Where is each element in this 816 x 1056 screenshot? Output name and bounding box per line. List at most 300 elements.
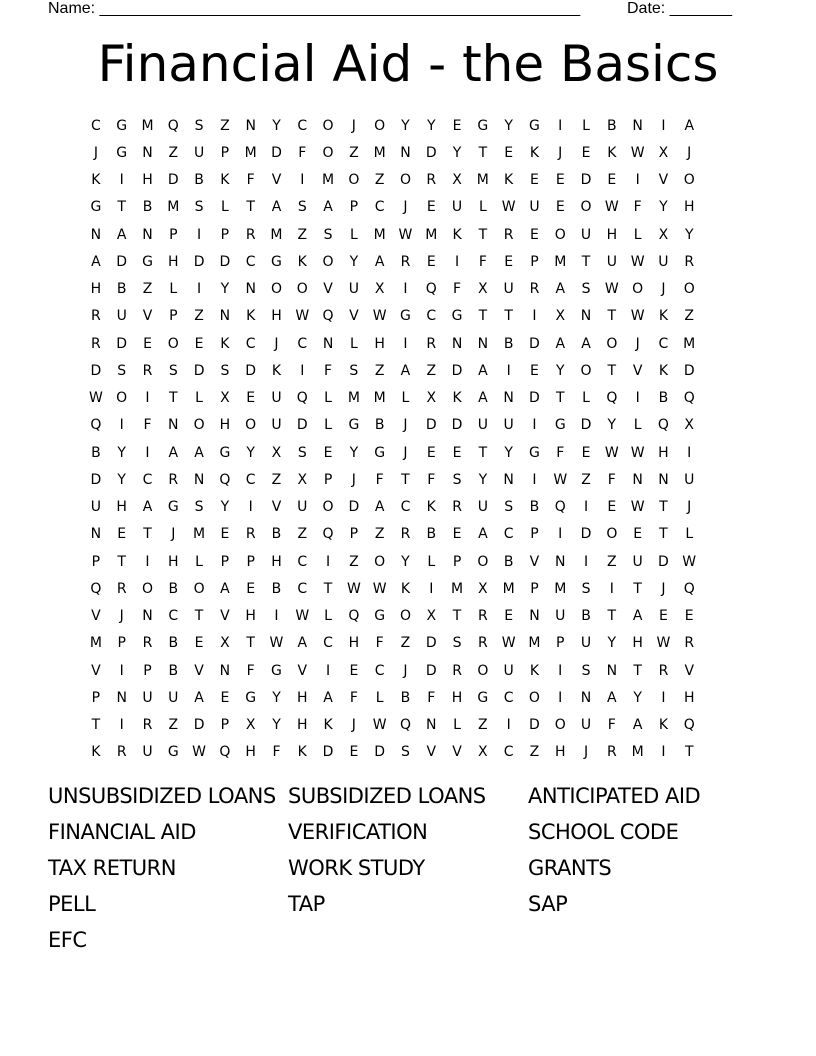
grid-cell: H [245,608,256,625]
grid-cell: S [323,226,333,243]
header-row [48,0,748,20]
grid-cell: E [426,199,436,216]
grid-cell: P [349,199,359,216]
grid-cell: Y [452,144,462,161]
grid-cell: T [684,744,694,761]
grid-cell: C [426,308,437,325]
grid-cell: I [119,172,124,189]
grid-cell: L [685,526,694,543]
grid-cell: U [632,553,643,570]
grid-cell: C [91,117,101,134]
grid-cell: S [194,499,204,516]
grid-cell: P [530,253,539,270]
grid-cell: I [119,717,124,734]
grid-cell: Y [272,717,281,734]
word-bank [48,778,768,958]
grid-cell: M [347,390,360,407]
grid-cell: L [582,117,590,134]
grid-cell: I [145,390,150,407]
grid-cell: E [607,172,617,189]
grid-cell: M [554,253,567,270]
grid-cell: D [451,417,463,434]
grid-cell: M [322,172,335,189]
grid-cell: P [556,635,565,652]
grid-cell: A [142,499,153,516]
grid-cell: R [477,635,488,652]
grid-cell: R [503,226,514,243]
grid-cell: D [167,172,179,189]
grid-cell: W [372,308,387,325]
grid-cell: B [400,689,411,706]
grid-cell: E [633,526,643,543]
word-bank-row [48,886,768,922]
grid-cell: D [425,144,437,161]
grid-row [83,575,743,602]
grid-cell: K [271,362,282,379]
grid-cell: G [477,117,489,134]
grid-cell: I [635,172,640,189]
grid-cell: G [400,308,411,325]
grid-cell: U [168,689,179,706]
grid-cell: G [167,744,179,761]
grid-cell: B [168,662,179,679]
grid-cell: X [478,744,488,761]
grid-cell: T [633,580,642,597]
grid-cell: K [607,144,617,161]
grid-cell: C [503,744,514,761]
grid-cell: C [323,635,333,652]
grid-cell: G [271,662,282,679]
grid-cell: P [530,526,539,543]
grid-cell: J [351,471,356,488]
grid-cell: U [503,417,514,434]
grid-cell: F [607,471,616,488]
grid-row [83,684,743,711]
grid-cell: I [119,417,124,434]
grid-cell: Z [220,117,230,134]
grid-cell: N [426,717,437,734]
grid-cell: C [142,471,153,488]
grid-cell: O [270,281,282,298]
grid-cell: Y [478,471,488,488]
grid-cell: S [220,362,230,379]
grid-cell: M [193,526,206,543]
grid-row [83,139,743,166]
grid-cell: B [168,580,179,597]
grid-cell: Y [504,117,513,134]
grid-cell: M [89,635,102,652]
grid-cell: R [658,662,669,679]
grid-cell: N [477,335,489,352]
grid-cell: L [349,335,358,352]
grid-cell: Y [220,281,230,298]
grid-cell: F [298,144,307,161]
grid-cell: Z [374,172,385,189]
grid-cell: F [427,471,436,488]
grid-cell: T [169,390,178,407]
grid-cell: Y [272,689,281,706]
grid-cell: O [167,335,179,352]
grid-cell: Q [399,717,411,734]
grid-cell: N [503,390,514,407]
grid-cell: R [452,662,462,679]
grid-cell: H [451,689,463,706]
grid-cell: S [581,580,591,597]
grid-cell: O [322,117,334,134]
grid-cell: Q [683,390,695,407]
grid-cell: W [553,471,568,488]
grid-cell: A [194,689,204,706]
grid-cell: H [271,553,282,570]
grid-cell: W [372,580,387,597]
grid-cell: I [197,226,202,243]
grid-cell: N [658,471,669,488]
grid-cell: K [504,172,514,189]
grid-cell: O [683,281,695,298]
grid-cell: J [687,499,692,516]
grid-cell: O [322,499,334,516]
grid-cell: Q [348,608,360,625]
grid-cell: Y [426,117,436,134]
grid-cell: O [374,553,386,570]
grid-cell: F [375,471,384,488]
grid-cell: O [606,335,618,352]
grid-cell: L [401,390,410,407]
grid-cell: N [116,689,127,706]
word-bank-item: ANTICIPATED AID [528,784,701,808]
grid-cell: K [529,144,540,161]
grid-cell: K [452,390,462,407]
grid-cell: Q [683,717,695,734]
grid-cell: Q [219,471,231,488]
grid-cell: G [116,117,128,134]
grid-cell: N [245,117,256,134]
grid-cell: U [477,499,488,516]
grid-cell: Y [633,689,642,706]
grid-cell: R [426,335,437,352]
grid-cell: L [375,689,384,706]
grid-cell: C [297,117,308,134]
grid-cell: D [116,253,128,270]
grid-cell: F [427,689,436,706]
grid-cell: U [503,662,514,679]
grid-cell: R [426,172,437,189]
grid-cell: X [271,444,282,461]
grid-cell: Q [167,117,179,134]
grid-cell: I [403,281,408,298]
grid-cell: N [245,281,256,298]
grid-cell: I [403,335,408,352]
grid-cell: T [246,199,255,216]
grid-row [83,330,743,357]
grid-cell: V [452,744,462,761]
grid-cell: N [451,335,463,352]
word-bank-item: SAP [528,892,568,916]
grid-cell: I [145,553,150,570]
grid-cell: K [426,499,436,516]
grid-cell: M [141,117,154,134]
grid-cell: R [91,335,101,352]
grid-cell: K [400,580,411,597]
grid-cell: M [528,635,541,652]
grid-row [83,548,743,575]
grid-cell: U [116,308,127,325]
grid-cell: I [609,580,614,597]
grid-cell: A [478,526,488,543]
grid-cell: F [633,199,642,216]
grid-cell: Z [374,362,385,379]
grid-cell: B [529,499,540,516]
grid-cell: U [580,635,592,652]
grid-cell: D [219,253,231,270]
grid-cell: K [220,172,230,189]
grid-cell: U [529,199,540,216]
grid-cell: O [245,417,257,434]
grid-cell: E [504,608,514,625]
grid-cell: B [116,281,127,298]
grid-cell: O [141,580,153,597]
grid-cell: W [630,499,645,516]
grid-cell: S [452,635,462,652]
grid-cell: A [555,281,566,298]
grid-cell: C [245,471,256,488]
grid-cell: H [632,635,643,652]
grid-cell: O [632,281,644,298]
word-bank-item: WORK STUDY [288,856,425,880]
grid-cell: Y [555,362,565,379]
grid-row [83,412,743,439]
grid-cell: T [452,608,462,625]
grid-cell: N [219,662,231,679]
grid-cell: E [426,444,436,461]
grid-cell: X [297,471,308,488]
grid-cell: Y [117,444,126,461]
grid-cell: T [194,608,204,625]
grid-cell: E [246,580,256,597]
grid-cell: N [142,144,153,161]
grid-cell: T [607,608,617,625]
grid-cell: N [606,662,618,679]
grid-cell: C [245,335,256,352]
grid-cell: E [555,199,565,216]
grid-cell: M [373,226,386,243]
grid-cell: D [658,553,669,570]
grid-cell: W [656,635,671,652]
grid-cell: R [529,281,540,298]
grid-cell: W [192,744,206,761]
grid-cell: F [349,689,358,706]
grid-cell: R [168,471,179,488]
grid-cell: D [425,662,437,679]
grid-cell: R [142,362,153,379]
grid-cell: T [401,471,410,488]
grid-cell: S [581,662,591,679]
grid-cell: A [607,689,617,706]
grid-cell: Z [374,526,385,543]
grid-cell: I [274,608,279,625]
grid-cell: D [271,144,282,161]
grid-cell: A [116,226,127,243]
grid-cell: P [143,662,152,679]
grid-cell: H [683,689,695,706]
grid-cell: J [583,744,589,761]
grid-cell: W [372,717,387,734]
grid-cell: H [658,444,669,461]
grid-cell: W [604,444,619,461]
grid-cell: E [555,172,565,189]
grid-cell: L [195,390,203,407]
grid-cell: B [607,117,617,134]
grid-cell: M [373,144,386,161]
grid-cell: A [478,390,488,407]
grid-row [83,603,743,630]
grid-cell: E [220,689,230,706]
grid-cell: H [168,253,179,270]
grid-cell: M [554,580,567,597]
grid-cell: J [171,526,176,543]
grid-cell: I [558,662,563,679]
grid-cell: I [326,553,331,570]
grid-cell: T [246,635,255,652]
grid-row [83,303,743,330]
grid-cell: F [556,444,565,461]
grid-cell: J [558,144,563,161]
grid-cell: M [244,144,257,161]
grid-cell: E [246,390,256,407]
grid-cell: I [197,281,202,298]
grid-cell: P [452,553,462,570]
grid-cell: H [90,281,102,298]
grid-cell: G [477,689,489,706]
grid-cell: E [452,117,462,134]
grid-cell: E [143,335,152,352]
grid-cell: I [429,580,434,597]
grid-cell: G [219,444,231,461]
grid-cell: F [375,635,384,652]
grid-cell: I [248,499,253,516]
grid-cell: G [374,444,386,461]
grid-cell: P [220,553,230,570]
grid-cell: E [220,526,230,543]
grid-cell: I [300,362,305,379]
grid-cell: T [143,526,152,543]
grid-cell: X [658,226,669,243]
word-bank-item: GRANTS [528,856,612,880]
grid-cell: L [349,226,358,243]
grid-cell: U [297,499,308,516]
grid-cell: M [425,226,438,243]
grid-cell: T [659,526,668,543]
grid-cell: X [658,144,669,161]
grid-cell: V [297,662,308,679]
grid-cell: V [426,744,437,761]
grid-cell: E [659,608,668,625]
grid-cell: A [91,253,101,270]
grid-cell: J [687,144,692,161]
grid-cell: T [478,444,488,461]
grid-cell: O [554,226,566,243]
grid-cell: K [246,308,256,325]
grid-cell: R [245,226,256,243]
grid-cell: A [478,362,488,379]
grid-cell: I [532,471,537,488]
grid-cell: G [348,417,360,434]
grid-cell: A [374,499,385,516]
grid-cell: G [245,689,257,706]
grid-cell: I [661,744,666,761]
grid-cell: Z [271,471,282,488]
grid-cell: J [403,662,408,679]
grid-cell: D [374,744,386,761]
grid-cell: V [142,308,153,325]
grid-cell: H [271,308,282,325]
grid-cell: A [323,689,333,706]
grid-cell: Y [349,253,359,270]
grid-cell: X [245,717,256,734]
grid-cell: M [451,580,464,597]
grid-cell: H [116,499,127,516]
grid-cell: D [296,417,308,434]
grid-cell: U [503,281,514,298]
grid-cell: J [661,281,666,298]
grid-cell: V [271,499,282,516]
grid-row [83,494,743,521]
grid-cell: X [374,281,385,298]
grid-cell: M [631,744,644,761]
grid-cell: D [683,362,695,379]
grid-cell: P [169,226,178,243]
grid-cell: Q [554,499,566,516]
grid-cell: L [220,199,229,216]
grid-cell: O [193,417,205,434]
grid-cell: O [193,580,205,597]
grid-cell: V [323,281,333,298]
grid-cell: I [661,117,666,134]
grid-cell: F [478,253,487,270]
grid-cell: P [323,471,333,488]
grid-cell: J [635,335,640,352]
grid-cell: I [661,689,666,706]
grid-cell: G [451,308,463,325]
grid-cell: N [580,308,592,325]
word-bank-item: PELL [48,892,96,916]
grid-cell: P [91,689,101,706]
grid-cell: N [90,526,102,543]
grid-cell: A [194,444,204,461]
grid-cell: U [451,199,463,216]
grid-cell: E [349,744,359,761]
grid-cell: E [426,253,436,270]
grid-cell: I [583,553,589,570]
grid-cell: Q [90,580,102,597]
grid-cell: G [529,117,540,134]
grid-cell: X [555,308,566,325]
grid-cell: O [580,362,592,379]
grid-cell: C [400,499,411,516]
grid-cell: H [219,417,231,434]
grid-cell: N [219,308,231,325]
grid-cell: N [632,471,643,488]
grid-row [83,712,743,739]
grid-cell: L [195,553,203,570]
grid-cell: S [194,199,204,216]
grid-cell: Y [117,471,126,488]
grid-cell: B [271,580,282,597]
grid-cell: D [322,744,334,761]
grid-cell: H [142,172,153,189]
grid-cell: V [91,662,101,679]
grid-cell: Q [322,308,334,325]
